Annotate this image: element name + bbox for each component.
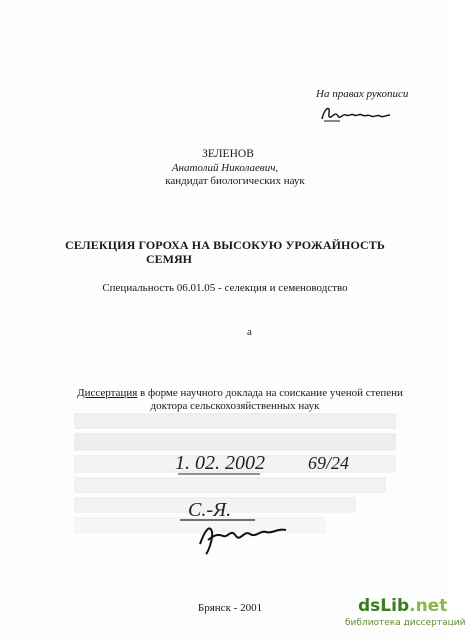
author-full-name: Анатолий Николаевич, xyxy=(171,162,279,174)
author-signature xyxy=(318,103,393,125)
handwritten-mark: С.-Я. xyxy=(188,499,232,521)
dissertation-line1 xyxy=(0,387,450,399)
library-stamp xyxy=(80,412,410,562)
dissertation-line2: доктора сельскохозяйственных наук xyxy=(150,400,320,412)
handwritten-date: 1. 02. 2002 xyxy=(175,452,265,474)
document-title-line1: СЕЛЕКЦИЯ ГОРОХА НА ВЫСОКУЮ УРОЖАЙНОСТЬ xyxy=(65,238,385,252)
specialty-line: Специальность 06.01.05 - селекция и семеноводство xyxy=(102,282,348,294)
handwritten-number: 69/24 xyxy=(308,453,350,473)
author-degree: кандидат биологических наук xyxy=(165,175,305,187)
dissertation-line1-rest: в форме научного доклада на соискание ученой степени xyxy=(137,387,403,399)
dissertation-word: Диссертация xyxy=(77,387,138,399)
watermark-logo[interactable] xyxy=(358,596,447,616)
document-title-line2: СЕМЯН xyxy=(146,252,192,266)
city-year: Брянск - 2001 xyxy=(197,602,263,614)
watermark-logo-tld: .net xyxy=(409,596,448,616)
author-surname: ЗЕЛЕНОВ xyxy=(202,148,254,160)
stray-mark: а xyxy=(247,326,252,338)
watermark-subtitle: библиотека диссертаций xyxy=(345,618,465,628)
manuscript-note: На правах рукописи xyxy=(316,88,409,100)
site-watermark[interactable] xyxy=(345,596,465,632)
watermark-logo-main: dsLib xyxy=(358,596,410,616)
